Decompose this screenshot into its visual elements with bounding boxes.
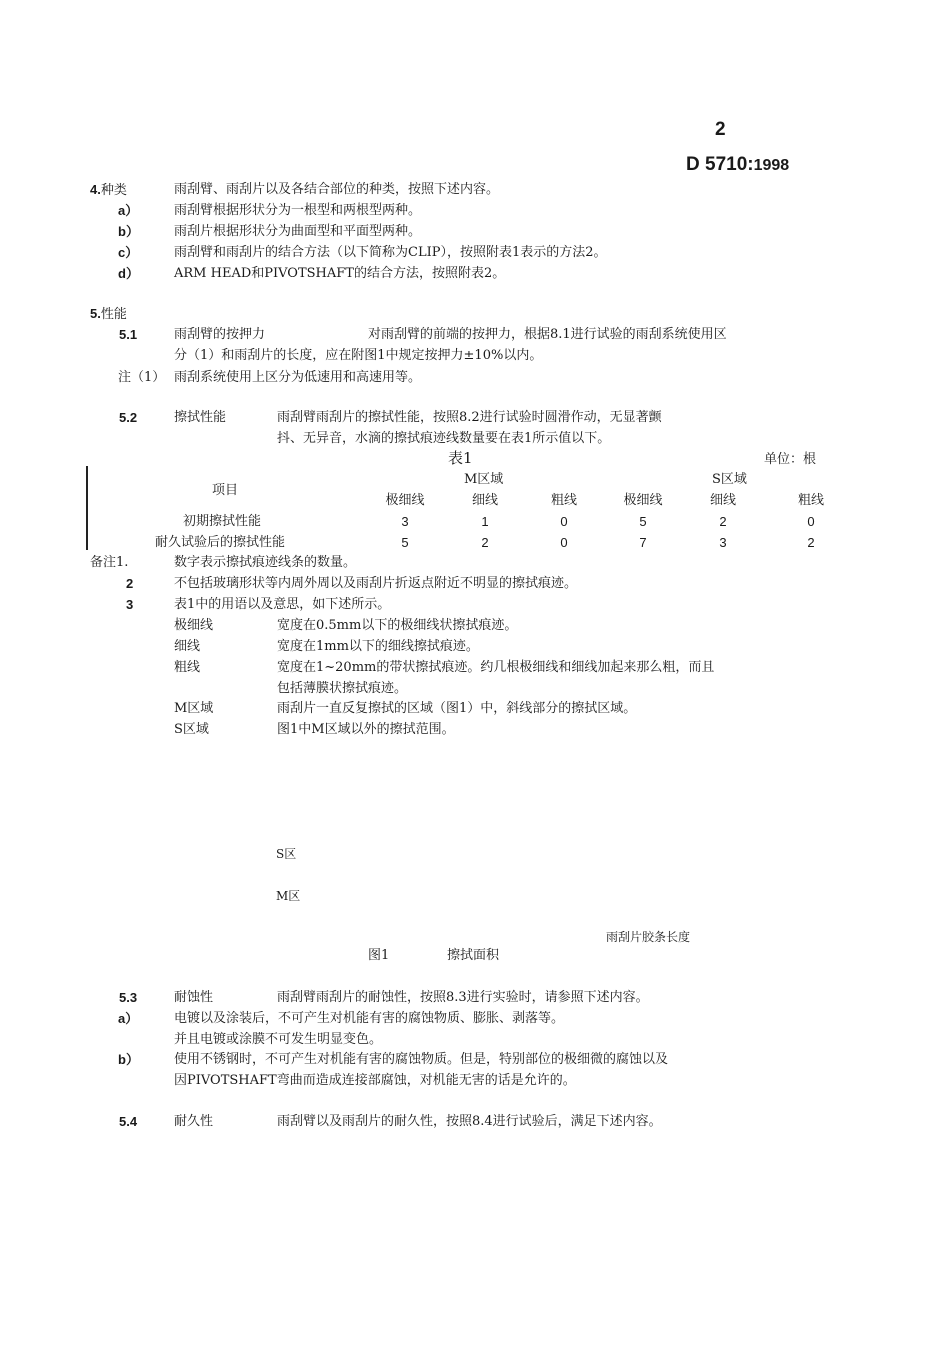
table-1-title: 表1 xyxy=(448,449,473,467)
table-1-col-header: 细线 xyxy=(471,493,498,508)
section-5-3-item-a-label: a） xyxy=(118,1011,139,1026)
figure-1-length-label: 雨刮片胶条长度 xyxy=(606,930,691,944)
section-5-4-text: 雨刮臂以及雨刮片的耐久性，按照8.4进行试验后，满足下述内容。 xyxy=(277,1114,662,1129)
table-1-cell: 2 xyxy=(481,535,489,550)
definition-text: 宽度在0.5mm以下的极细线状擦拭痕迹。 xyxy=(277,618,518,633)
section-4-item-a-text: 雨刮臂根据形状分为一根型和两根型两种。 xyxy=(174,203,422,218)
section-4-item-b-text: 雨刮片根据形状分为曲面型和平面型两种。 xyxy=(174,224,422,239)
table-1-cell: 2 xyxy=(719,514,727,529)
section-5-2-line-2: 抖、无异音，水滴的擦拭痕迹线数量要在表1所示值以下。 xyxy=(277,431,611,446)
definition-text: 雨刮片一直反复擦拭的区域（图1）中，斜线部分的擦拭区域。 xyxy=(277,701,637,716)
section-5-1-note-label: 注（1） xyxy=(118,370,166,385)
table-1-cell: 5 xyxy=(639,514,647,529)
section-5-3-item-b-line-1: 使用不锈钢时，不可产生对机能有害的腐蚀物质。但是，特别部位的极细微的腐蚀以及 xyxy=(174,1052,669,1067)
section-5-2-line-1: 雨刮臂雨刮片的擦拭性能，按照8.2进行试验时圆滑作动，无显著颤 xyxy=(277,410,662,425)
remark-3: 表1中的用语以及意思，如下述所示。 xyxy=(174,597,391,612)
section-5-4-title: 耐久性 xyxy=(174,1114,214,1129)
section-5-number: 5. xyxy=(90,306,101,321)
document-code-year: 1998 xyxy=(753,157,790,174)
table-1-cell: 2 xyxy=(807,535,815,550)
definition-term: M区域 xyxy=(174,701,214,716)
section-5-1-line-1: 对雨刮臂的前端的按押力，根据8.1进行试验的雨刮系统使用区 xyxy=(368,327,727,342)
remark-1: 数字表示擦拭痕迹线条的数量。 xyxy=(174,555,357,570)
table-1-row-label: 初期擦拭性能 xyxy=(183,514,262,529)
table-1-unit: 单位：根 xyxy=(764,452,817,467)
section-5-1-note: 雨刮系统使用上区分为低速用和高速用等。 xyxy=(174,370,422,385)
definition-text: 图1中M区域以外的擦拭范围。 xyxy=(277,722,455,737)
figure-1-m-zone-label: M区 xyxy=(276,889,301,903)
section-5-1-number: 5.1 xyxy=(119,327,138,342)
section-4-item-d-text: ARM HEAD和PIVOTSHAFT的结合方法，按照附表2。 xyxy=(174,266,506,281)
section-4-title: 种类 xyxy=(100,183,127,198)
remarks-label: 备注1. xyxy=(90,555,129,570)
section-5-4-number: 5.4 xyxy=(119,1114,138,1129)
section-5-1-line-2: 分（1）和雨刮片的长度，应在附图1中规定按押力±10%以内。 xyxy=(174,348,543,363)
section-5-2-number: 5.2 xyxy=(119,410,138,425)
figure-1-s-zone-label: S区 xyxy=(276,847,297,861)
table-1-cell: 0 xyxy=(807,514,815,529)
definition-term: S区域 xyxy=(174,722,209,737)
section-5-3-title: 耐蚀性 xyxy=(174,990,214,1005)
remark-3-number: 3 xyxy=(126,597,134,612)
definition-text: 宽度在1mm以下的细线擦拭痕迹。 xyxy=(277,639,479,654)
section-5-3-item-a-line-1: 电镀以及涂装后，不可产生对机能有害的腐蚀物质、膨胀、剥落等。 xyxy=(174,1011,565,1026)
table-1-cell: 5 xyxy=(401,535,409,550)
table-1-s-zone-header: S区域 xyxy=(712,472,747,487)
section-4-item-d-label: d） xyxy=(118,266,139,281)
section-4-item-c-text: 雨刮臂和雨刮片的结合方法（以下简称为CLIP），按照附表1表示的方法2。 xyxy=(174,245,607,260)
section-4-item-a-label: a） xyxy=(118,203,139,218)
table-1-cell: 3 xyxy=(401,514,409,529)
definition-term: 极细线 xyxy=(174,618,214,633)
table-1-col-header: 极细线 xyxy=(385,493,425,508)
section-5-1-title: 雨刮臂的按押力 xyxy=(174,327,266,342)
figure-1-caption: 擦拭面积 xyxy=(447,948,500,963)
section-5-3-item-b-label: b） xyxy=(118,1052,139,1067)
figure-1-caption-number: 图1 xyxy=(368,948,390,963)
document-code xyxy=(686,154,790,175)
page-number: 2 xyxy=(715,119,726,140)
table-left-rule xyxy=(86,466,88,550)
table-1-row-label: 耐久试验后的擦拭性能 xyxy=(155,535,286,550)
section-4-item-b-label: b） xyxy=(118,224,139,239)
remark-2-number: 2 xyxy=(126,576,134,591)
table-1-cell: 0 xyxy=(560,514,568,529)
remark-2: 不包括玻璃形状等内周外周以及雨刮片折返点附近不明显的擦拭痕迹。 xyxy=(174,576,578,591)
table-1-cell: 7 xyxy=(639,535,647,550)
table-1-col-header: 细线 xyxy=(709,493,736,508)
definition-text: 宽度在1~20mm的带状擦拭痕迹。约几根极细线和细线加起来那么粗，而且 xyxy=(277,660,715,675)
definition-term: 粗线 xyxy=(174,660,201,675)
table-1-item-header: 项目 xyxy=(212,483,239,498)
table-1-col-header: 粗线 xyxy=(550,493,577,508)
section-4-item-c-label: c） xyxy=(118,245,139,260)
table-1-m-zone-header: M区域 xyxy=(464,472,504,487)
section-5-title: 性能 xyxy=(100,307,127,322)
table-1-cell: 3 xyxy=(719,535,727,550)
section-4-number: 4. xyxy=(90,182,101,197)
section-5-3-item-b-line-2: 因PIVOTSHAFT弯曲而造成连接部腐蚀，对机能无害的话是允许的。 xyxy=(174,1073,576,1088)
table-1-col-header: 粗线 xyxy=(797,493,824,508)
section-5-3-number: 5.3 xyxy=(119,990,138,1005)
section-4-intro: 雨刮臂、雨刮片以及各结合部位的种类，按照下述内容。 xyxy=(174,182,500,197)
table-1-cell: 1 xyxy=(481,514,489,529)
section-5-2-title: 擦拭性能 xyxy=(174,410,227,425)
section-5-3-intro: 雨刮臂雨刮片的耐蚀性，按照8.3进行实验时，请参照下述内容。 xyxy=(277,990,649,1005)
definition-term: 细线 xyxy=(174,639,201,654)
section-4-heading xyxy=(90,182,127,199)
table-1-cell: 0 xyxy=(560,535,568,550)
document-code-number: D 5710: xyxy=(686,154,754,175)
section-5-3-item-a-line-2: 并且电镀或涂膜不可发生明显变色。 xyxy=(174,1032,383,1047)
table-1-col-header: 极细线 xyxy=(623,493,663,508)
section-5-heading xyxy=(90,306,127,323)
definition-text-continued: 包括薄膜状擦拭痕迹。 xyxy=(277,681,408,696)
